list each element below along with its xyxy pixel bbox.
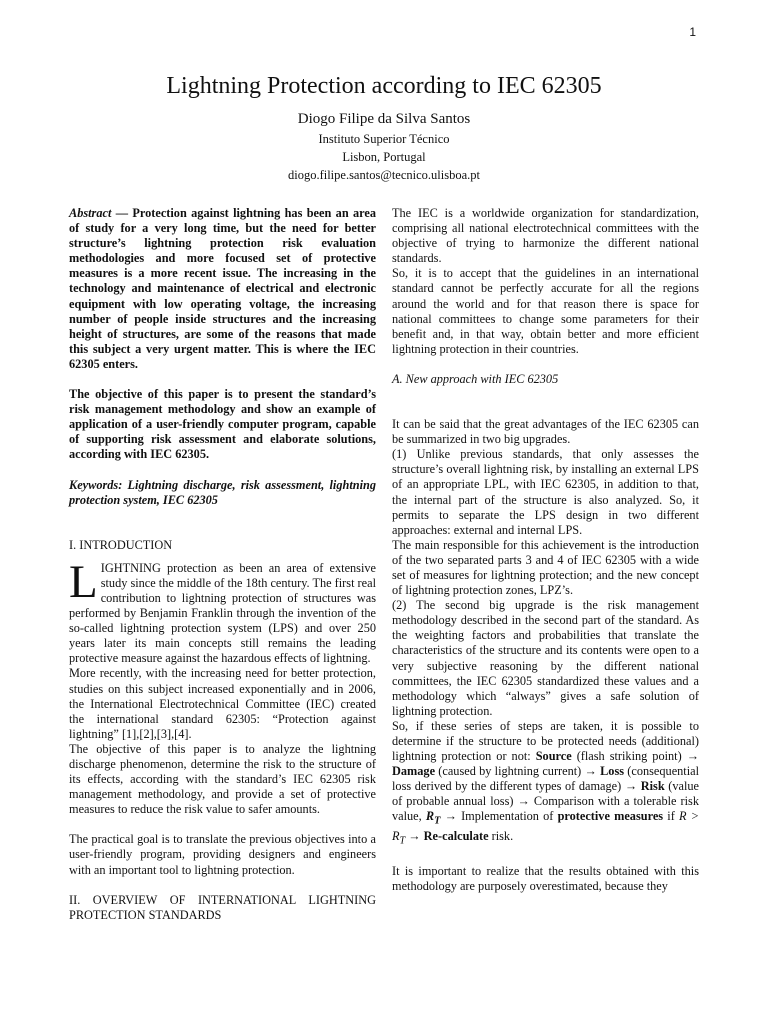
abstract-text: Protection against lightning has been an area of study for a very long time, but the need for better structure’s lightning protection risk evaluation methodologies and more focused set of protective measures is a more recent issue. The increasing in the technology and maintenance of electrical and electronic equipment with low operating voltage, the increasing number of people inside structures and the increasing height of structures, are some of the reasons that made this subject a very urgent matter. This is where the IEC 62305 enters. bbox=[69, 206, 377, 371]
abstract-objective: The objective of this paper is to present the standard’s risk management methodology and show an example of application of a user-friendly computer program, capable of supporting risk assessment and elaborate solutions, according with IEC 62305. bbox=[69, 387, 376, 462]
p7-text-2: (flash striking point) → bbox=[571, 749, 699, 764]
right-paragraph-1: The IEC is a worldwide organization for standardization, comprising all national electrotechnical committees with the objective of trying to harmonize the different national standards. bbox=[392, 206, 699, 266]
right-column bbox=[392, 206, 699, 894]
section-heading-overview: II. OVERVIEW OF INTERNATIONAL LIGHTNING PROTECTION STANDARDS bbox=[69, 892, 376, 922]
page-number: 1 bbox=[689, 25, 696, 39]
left-column bbox=[69, 206, 376, 923]
intro-paragraph-1 bbox=[69, 555, 376, 667]
keywords-text: Lightning discharge, risk assessment, lightning protection system, IEC 62305 bbox=[69, 477, 376, 507]
p7-text-5: (value of probable annual loss) → Comparison with a tolerable risk value, bbox=[392, 779, 699, 824]
abstract-dash: — bbox=[111, 206, 133, 220]
symbol-rt-sub: T bbox=[434, 815, 441, 827]
section-heading-introduction: I. INTRODUCTION bbox=[69, 537, 173, 552]
right-paragraph-2: So, it is to accept that the guidelines in an international standard cannot be perfectly accurate for all the regions around the world and for that reason there is space for national committees to change some parameters for their benefit and, in that way, obtain better and more efficient lightning protection in their countries. bbox=[392, 266, 699, 356]
right-paragraph-3: It can be said that the great advantages of the IEC 62305 can be summarized in two big upgrades. bbox=[392, 417, 699, 447]
right-paragraph-5: The main responsible for this achievement is the introduction of the two separated parts 3 and 4 of IEC 62305 with a wide set of measures for lightning protection; and the new concept of lightning protection zones, LPZ’s. bbox=[392, 537, 699, 598]
p7-text-7: if bbox=[663, 809, 679, 824]
intro-paragraph-1-text: IGHTNING protection as been an area of extensive study since the middle of the 18th century. The first real contribution to lightning protection of structures was performed by Benjamin Franklin through the invention of the so-called lightning protection system (LPS) and over 250 years later its main concepts still remains the leading protective measure against the hazardous effects of lightning. bbox=[69, 560, 376, 666]
term-protective-measures: protective measures bbox=[557, 809, 664, 824]
p7-text-9: risk. bbox=[488, 829, 514, 844]
term-loss: Loss bbox=[600, 764, 625, 779]
condition-main: R > R bbox=[392, 809, 699, 844]
p7-text-8: → bbox=[405, 829, 424, 844]
paper-title: Lightning Protection according to IEC 62305 bbox=[166, 73, 602, 99]
symbol-rt bbox=[425, 809, 441, 827]
term-risk: Risk bbox=[640, 779, 665, 794]
author-name: Diogo Filipe da Silva Santos bbox=[297, 111, 471, 127]
intro-paragraph-3: The objective of this paper is to analyze the lightning discharge phenomenon, determine the risk to the structure of its effects, according with the standard’s IEC 62305 risk management methodology, and provide a set of protective measures to reduce the risk value to safer amounts. bbox=[69, 741, 376, 817]
drop-cap: L bbox=[69, 555, 98, 608]
p7-text-1: So, if these series of steps are taken, it is possible to determine if the structure to be protected needs (additional) lightning protection or not: bbox=[392, 718, 699, 764]
p7-text-6: → Implementation of bbox=[440, 809, 558, 824]
keywords-paragraph bbox=[69, 478, 376, 508]
right-paragraph-7 bbox=[392, 719, 699, 849]
author-location: Lisbon, Portugal bbox=[342, 150, 426, 164]
right-paragraph-6: (2) The second big upgrade is the risk management methodology described in the second part of the standard. As the weighting factors and probabilities that translate the characteristics of the structure and its contents were open to a very subjective reasoning by the different national committees, the IEC 62305 standardized these values and a methodology which “always” gives a safe solution of lightning protection. bbox=[392, 598, 699, 718]
condition-sub: T bbox=[399, 835, 406, 847]
symbol-rt-main: R bbox=[425, 809, 435, 824]
abstract-label: Abstract bbox=[69, 206, 112, 220]
intro-paragraph-2: More recently, with the increasing need for better protection, studies on this subject increased exponentially and in 2006, the International Electrotechnical Committee (IEC) created the international standard 62305: “Protection against lightning” [1],[2],[3],[4]. bbox=[69, 666, 376, 741]
author-email: diogo.filipe.santos@tecnico.ulisboa.pt bbox=[287, 168, 481, 182]
subsection-heading-new-approach: A. New approach with IEC 62305 bbox=[392, 371, 559, 386]
abstract-paragraph bbox=[69, 206, 376, 372]
intro-paragraph-4: The practical goal is to translate the previous objectives into a user-friendly program, providing designers and engineers with an important tool to lightning protection. bbox=[69, 832, 376, 877]
term-damage: Damage bbox=[392, 764, 436, 779]
right-paragraph-4: (1) Unlike previous standards, that only assesses the structure’s overall lightning risk, by installing an external LPS of an appropriate LPL, with IEC 62305, in addition to that, the internal part of the structure is also analyzed. So, it permits to separate the LPS design in two different approaches: external and internal LPS. bbox=[392, 447, 699, 537]
keywords-label: Keywords: bbox=[69, 477, 123, 492]
p7-text-3: (caused by lightning current) → bbox=[435, 764, 601, 779]
term-recalculate: Re-calculate bbox=[423, 829, 489, 844]
author-block bbox=[0, 108, 768, 184]
term-source: Source bbox=[535, 749, 572, 764]
author-institution: Instituto Superior Técnico bbox=[318, 132, 450, 146]
p7-text-4: (consequential loss derived by the different types of damage) → bbox=[392, 764, 700, 794]
right-paragraph-8: It is important to realize that the results obtained with this methodology are purposely overestimated, because they bbox=[392, 863, 699, 893]
